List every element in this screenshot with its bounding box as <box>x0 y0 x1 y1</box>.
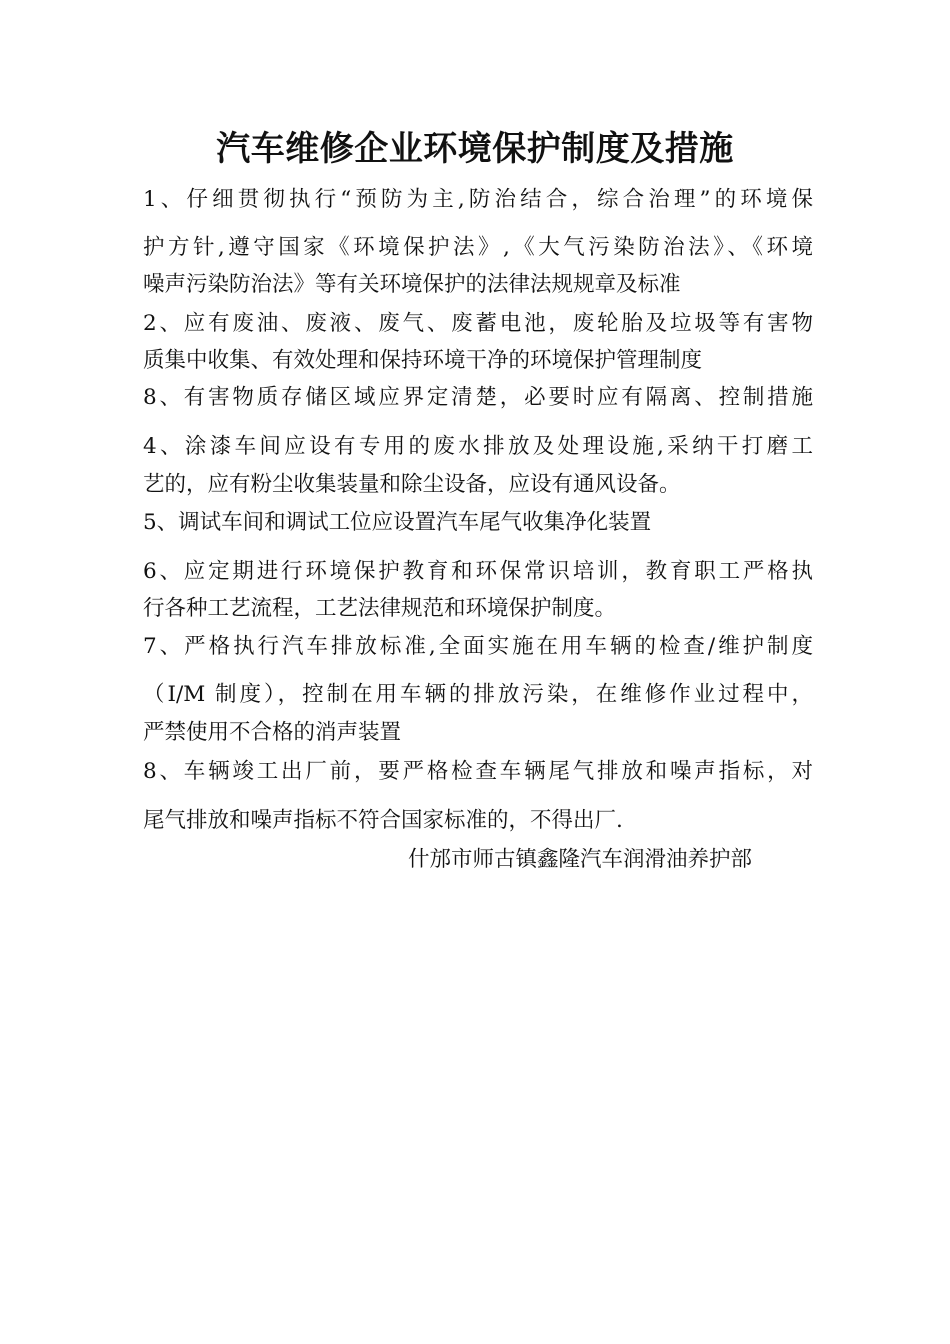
paragraph-line: 护方针,遵守国家《环境保护法》,《大气污染防治法》、《环境 <box>143 235 813 260</box>
paragraph-line: （I/M 制度），控制在用车辆的排放污染，在维修作业过程中， <box>143 682 813 707</box>
document-title: 汽车维修企业环境保护制度及措施 <box>216 129 734 169</box>
paragraph-line: 尾气排放和噪声指标不符合国家标准的，不得出厂. <box>143 808 623 833</box>
paragraph-line: 艺的，应有粉尘收集装量和除尘设备，应设有通风设备。 <box>143 472 681 497</box>
paragraph-line: 6、应定期进行环境保护教育和环保常识培训，教育职工严格执 <box>143 559 813 584</box>
paragraph-line: 严禁使用不合格的消声装置 <box>143 720 402 745</box>
paragraph-line: 5、调试车间和调试工位应设置汽车尾气收集净化装置 <box>143 510 652 535</box>
paragraph-line: 1、仔细贯彻执行“预防为主,防治结合，综合治理”的环境保 <box>143 187 813 212</box>
paragraph-line: 7、严格执行汽车排放标准,全面实施在用车辆的检查/维护制度 <box>143 634 813 659</box>
paragraph-line: 噪声污染防治法》等有关环境保护的法律法规规章及标准 <box>143 272 681 297</box>
signature: 什邡市师古镇鑫隆汽车润滑油养护部 <box>408 847 753 872</box>
paragraph-line: 质集中收集、有效处理和保持环境干净的环境保护管理制度 <box>143 348 703 373</box>
paragraph-line: 8、有害物质存储区域应界定清楚，必要时应有隔离、控制措施 <box>143 385 813 410</box>
paragraph-line: 2、应有废油、废液、废气、废蓄电池，废轮胎及垃圾等有害物 <box>143 311 813 336</box>
paragraph-line: 行各种工艺流程，工艺法律规范和环境保护制度。 <box>143 596 617 621</box>
paragraph-line: 4、涂漆车间应设有专用的废水排放及处理设施,采纳干打磨工 <box>143 434 813 459</box>
paragraph-line: 8、车辆竣工出厂前，要严格检查车辆尾气排放和噪声指标，对 <box>143 759 813 784</box>
